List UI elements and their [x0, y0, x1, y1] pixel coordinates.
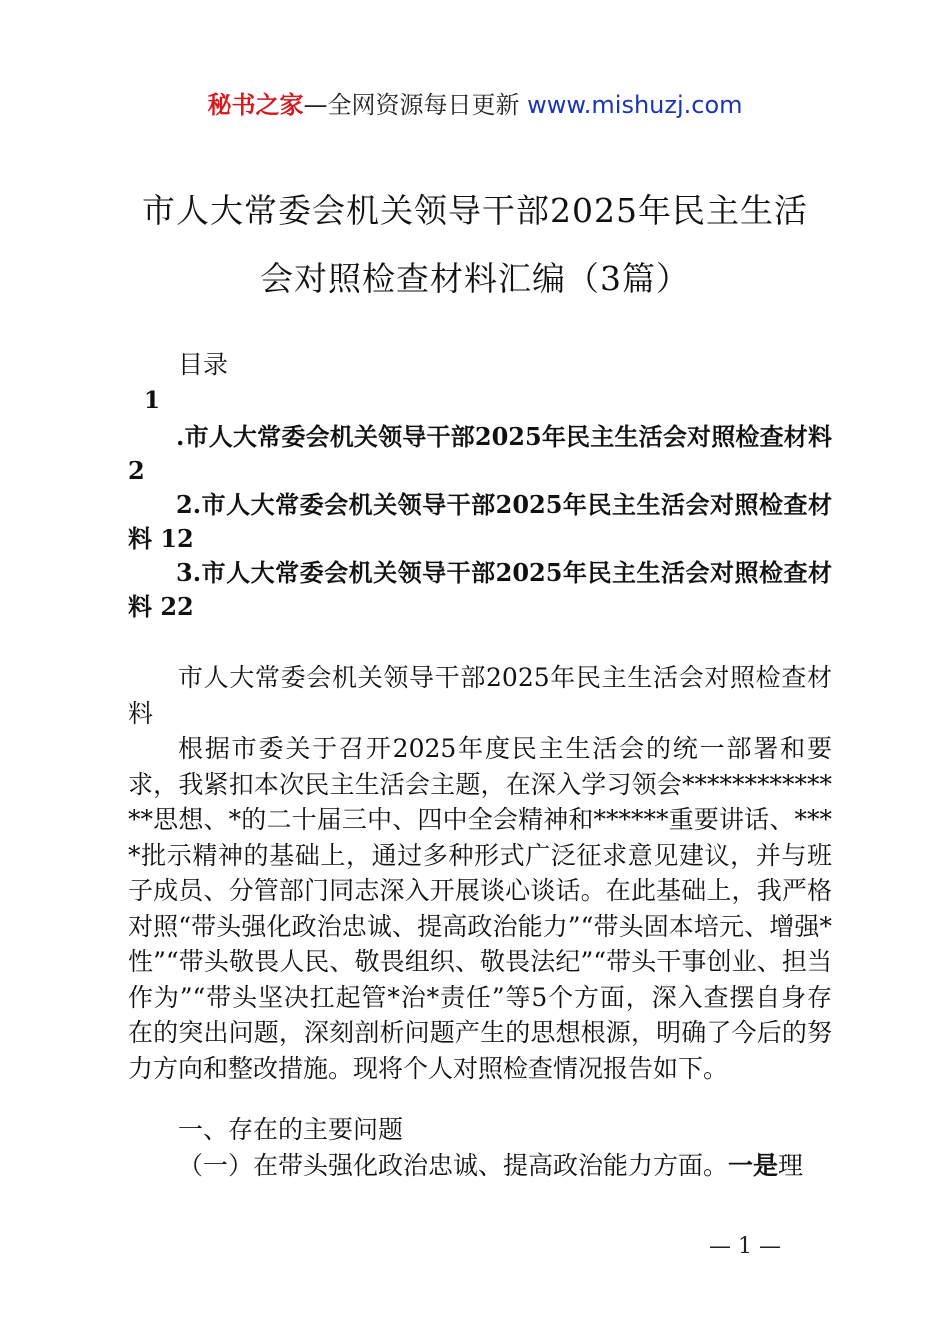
article-intro-paragraph: 根据市委关于召开2025年度民主生活会的统一部署和要求，我紧扣本次民主生活会主题，在深入学习领会**************思想、*的二十届三中、四中全会精神和******重要讲话、****批示精神的基础上，通过多种形式广泛征求意见建议，并与班子成员、分管部门同志深入开展谈心谈话。在此基础上，我严格对照“带头强化政治忠诚、提高政治能力”“带头固本培元、增强*性”“带头敬畏人民、敬畏组织、敬畏法纪”“带头干事创业、担当作为”“带头坚决扛起管*治*责任”等5个方面，深入查摆自身存在的突出问题，深刻剖析问题产生的思想根源，明确了今后的努力方向和整改措施。现将个人对照检查情况报告如下。 — [128, 734, 832, 1083]
article-title: 市人大常委会机关领导干部2025年民主生活会对照检查材料 — [128, 663, 832, 728]
toc-item-text: 3.市人大常委会机关领导干部2025年民主生活会对照检查材料 — [128, 558, 832, 621]
section-heading: 一、存在的主要问题 — [178, 1115, 404, 1144]
document-title-line-2: 会对照检查材料汇编（3篇） — [260, 259, 690, 298]
subsection-point-label: 一是 — [728, 1151, 779, 1180]
toc-number: 1 — [144, 387, 161, 414]
toc-item-3[interactable] — [128, 556, 832, 624]
brand-name: 秘书之家 — [207, 91, 304, 119]
site-url-link[interactable]: www.mishuzj.com — [527, 91, 743, 119]
toc-item-2[interactable] — [128, 488, 832, 556]
toc-item-page: 2 — [128, 456, 145, 485]
toc-item-page: 22 — [160, 592, 194, 621]
subsection-paragraph — [128, 1148, 832, 1184]
page-number: — 1 — — [709, 1234, 781, 1259]
subsection-text: 理 — [778, 1151, 804, 1180]
toc-item-text: .市人大常委会机关领导干部2025年民主生活会对照检查材料 — [176, 422, 832, 451]
toc-item-1[interactable] — [128, 420, 832, 488]
header-tagline: —全网资源每日更新 — [303, 91, 520, 119]
toc-item-text: 2.市人大常委会机关领导干部2025年民主生活会对照检查材料 — [128, 490, 832, 553]
subsection-heading: （一）在带头强化政治忠诚、提高政治能力方面。 — [178, 1151, 729, 1180]
toc-heading: 目录 — [178, 350, 229, 379]
toc-item-page: 12 — [160, 524, 194, 553]
document-title-line-1: 市人大常委会机关领导干部2025年民主生活 — [142, 191, 808, 230]
site-header — [0, 88, 950, 122]
